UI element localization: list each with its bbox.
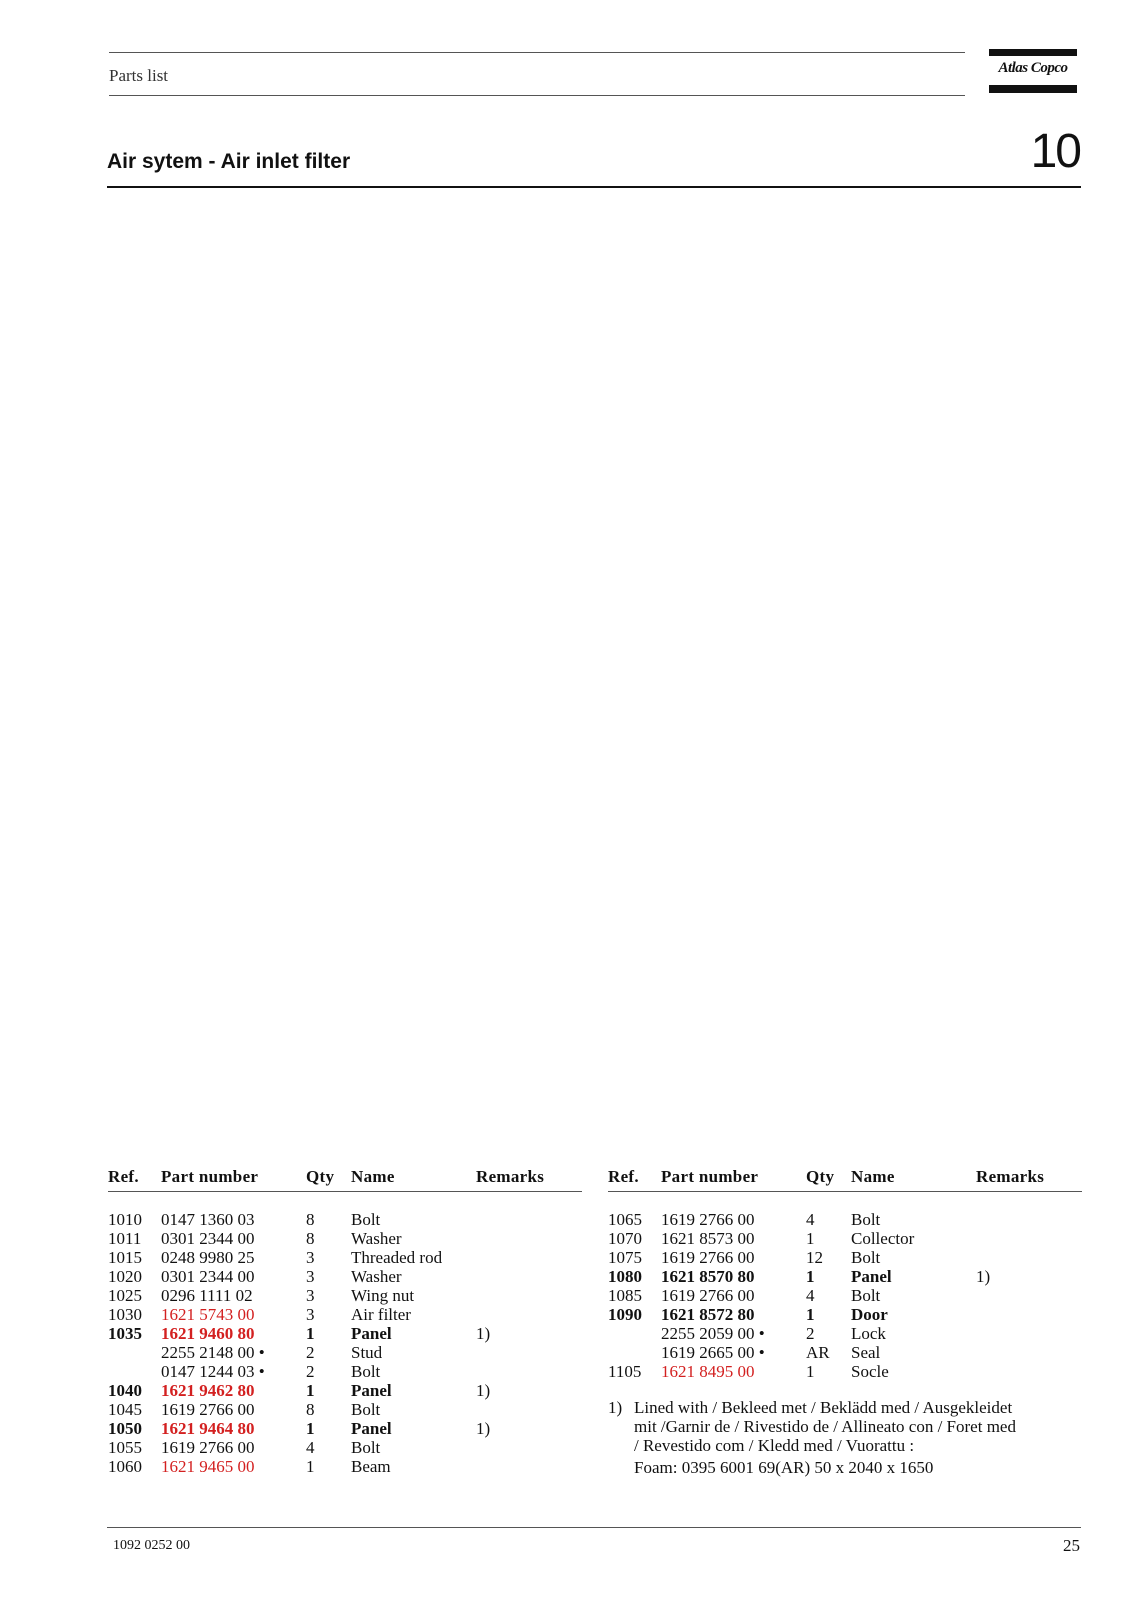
table-row bbox=[608, 1192, 1082, 1230]
parts-table-right-body bbox=[608, 1192, 1082, 1382]
cell-name: Bolt bbox=[851, 1286, 881, 1305]
atlas-copco-logo bbox=[989, 49, 1077, 94]
cell-name: Wing nut bbox=[351, 1286, 415, 1305]
page-title: Air sytem - Air inlet filter bbox=[107, 150, 351, 173]
cell-qty: 2 bbox=[306, 1362, 315, 1381]
table-row bbox=[108, 1248, 582, 1267]
table-row bbox=[108, 1438, 582, 1457]
cell-name: Stud bbox=[351, 1343, 383, 1362]
cell-name: Bolt bbox=[851, 1248, 881, 1267]
cell-qty: 8 bbox=[306, 1229, 315, 1248]
cell-ref: 1010 bbox=[108, 1210, 142, 1229]
cell-ref: 1030 bbox=[108, 1305, 142, 1324]
cell-name: Bolt bbox=[851, 1210, 881, 1229]
table-row bbox=[608, 1229, 1082, 1248]
cell-remarks bbox=[476, 1286, 582, 1305]
cell-qty: 1 bbox=[306, 1457, 315, 1476]
footnote-line-4: Foam: 0395 6001 69(AR) 50 x 2040 x 1650 bbox=[634, 1458, 934, 1477]
cell-part-number: 0301 2344 00 bbox=[161, 1267, 255, 1286]
cell-ref: 1065 bbox=[608, 1210, 642, 1229]
col-ref-header: Ref. bbox=[108, 1167, 161, 1192]
cell-remarks bbox=[476, 1400, 582, 1419]
col-qty-header: Qty bbox=[306, 1167, 351, 1192]
cell-ref: 1020 bbox=[108, 1267, 142, 1286]
cell-remarks bbox=[976, 1324, 1082, 1343]
table-row bbox=[608, 1248, 1082, 1267]
col-qty-header: Qty bbox=[806, 1167, 851, 1192]
table-row bbox=[608, 1362, 1082, 1381]
cell-name: Panel bbox=[351, 1381, 392, 1400]
cell-ref: 1070 bbox=[608, 1229, 642, 1248]
table-row bbox=[108, 1192, 582, 1230]
cell-ref: 1105 bbox=[608, 1362, 642, 1381]
parts-table-right bbox=[608, 1167, 1082, 1381]
col-remarks-header: Remarks bbox=[976, 1167, 1082, 1192]
cell-name: Bolt bbox=[351, 1400, 381, 1419]
cell-remarks bbox=[476, 1305, 582, 1324]
cell-remarks bbox=[976, 1343, 1082, 1362]
document-number: 1092 0252 00 bbox=[113, 1538, 190, 1553]
cell-qty: 3 bbox=[306, 1286, 315, 1305]
logo-bottom-bar bbox=[989, 85, 1077, 93]
cell-name: Panel bbox=[851, 1267, 892, 1286]
title-rule bbox=[107, 186, 1081, 188]
cell-name: Bolt bbox=[351, 1210, 381, 1229]
cell-remarks bbox=[976, 1286, 1082, 1305]
cell-part-number: 1621 5743 00 bbox=[161, 1305, 255, 1324]
table-header-row bbox=[108, 1167, 582, 1192]
cell-ref: 1080 bbox=[608, 1267, 642, 1286]
cell-part-number: 2255 2059 00 • bbox=[661, 1324, 765, 1343]
cell-remarks: 1) bbox=[476, 1324, 491, 1343]
table-row bbox=[108, 1267, 582, 1286]
table-row bbox=[108, 1457, 582, 1476]
cell-part-number: 1621 8570 80 bbox=[661, 1267, 755, 1286]
cell-part-number: 1621 9460 80 bbox=[161, 1324, 255, 1343]
table-row bbox=[108, 1286, 582, 1305]
table-row bbox=[608, 1324, 1082, 1343]
cell-name: Socle bbox=[851, 1362, 889, 1381]
table-row bbox=[108, 1229, 582, 1248]
cell-remarks bbox=[976, 1248, 1082, 1267]
cell-name: Bolt bbox=[351, 1438, 381, 1457]
cell-part-number: 1619 2766 00 bbox=[661, 1248, 755, 1267]
table-row bbox=[108, 1305, 582, 1324]
col-ref-header: Ref. bbox=[608, 1167, 661, 1192]
col-part-number-header: Part number bbox=[661, 1167, 806, 1192]
cell-remarks bbox=[976, 1192, 1082, 1230]
cell-ref: 1025 bbox=[108, 1286, 142, 1305]
cell-name: Seal bbox=[851, 1343, 881, 1362]
table-row bbox=[108, 1400, 582, 1419]
cell-remarks: 1) bbox=[476, 1419, 491, 1438]
col-remarks-header: Remarks bbox=[476, 1167, 582, 1192]
cell-qty: 1 bbox=[806, 1305, 815, 1324]
cell-ref: 1035 bbox=[108, 1324, 142, 1343]
cell-qty: 1 bbox=[306, 1419, 315, 1438]
cell-qty: AR bbox=[806, 1343, 830, 1362]
cell-name: Collector bbox=[851, 1229, 915, 1248]
table-row bbox=[608, 1305, 1082, 1324]
parts-table-left-body bbox=[108, 1192, 582, 1477]
header-bottom-rule bbox=[109, 95, 965, 96]
cell-remarks bbox=[976, 1305, 1082, 1324]
col-name-header: Name bbox=[851, 1167, 976, 1192]
cell-remarks bbox=[476, 1343, 582, 1362]
cell-qty: 3 bbox=[306, 1305, 315, 1324]
table-row bbox=[608, 1267, 1082, 1286]
cell-qty: 8 bbox=[306, 1400, 315, 1419]
cell-name: Bolt bbox=[351, 1362, 381, 1381]
cell-name: Panel bbox=[351, 1419, 392, 1438]
cell-ref bbox=[608, 1324, 661, 1343]
header-label: Parts list bbox=[109, 66, 169, 85]
cell-remarks bbox=[476, 1362, 582, 1381]
cell-name: Door bbox=[851, 1305, 888, 1324]
cell-part-number: 1621 8572 80 bbox=[661, 1305, 755, 1324]
cell-part-number: 1619 2766 00 bbox=[161, 1438, 255, 1457]
cell-part-number: 1621 8495 00 bbox=[661, 1362, 755, 1381]
footnote-line-3: / Revestido com / Kledd med / Vuorattu : bbox=[634, 1436, 915, 1455]
footnote-marker: 1) bbox=[608, 1398, 623, 1417]
cell-ref: 1090 bbox=[608, 1305, 642, 1324]
cell-remarks bbox=[476, 1267, 582, 1286]
cell-name: Washer bbox=[351, 1229, 402, 1248]
table-row bbox=[608, 1343, 1082, 1362]
cell-qty: 8 bbox=[306, 1210, 315, 1229]
cell-remarks bbox=[476, 1229, 582, 1248]
logo-top-bar bbox=[989, 49, 1077, 56]
cell-ref bbox=[108, 1362, 161, 1381]
cell-qty: 1 bbox=[806, 1362, 815, 1381]
header-top-rule bbox=[109, 52, 965, 53]
cell-qty: 12 bbox=[806, 1248, 823, 1267]
cell-qty: 4 bbox=[306, 1438, 315, 1457]
table-row bbox=[108, 1324, 582, 1343]
cell-remarks: 1) bbox=[476, 1381, 491, 1400]
cell-remarks bbox=[976, 1362, 1082, 1381]
table-header-row bbox=[608, 1167, 1082, 1192]
cell-part-number: 1621 9465 00 bbox=[161, 1457, 255, 1476]
table-row bbox=[108, 1362, 582, 1381]
footnote-line-1: Lined with / Bekleed met / Beklädd med / Ausgekleidet bbox=[634, 1398, 1013, 1417]
cell-part-number: 0301 2344 00 bbox=[161, 1229, 255, 1248]
cell-part-number: 1621 8573 00 bbox=[661, 1229, 755, 1248]
cell-remarks bbox=[476, 1457, 582, 1476]
cell-remarks: 1) bbox=[976, 1267, 991, 1286]
cell-qty: 2 bbox=[306, 1343, 315, 1362]
cell-ref: 1085 bbox=[608, 1286, 642, 1305]
cell-ref: 1015 bbox=[108, 1248, 142, 1267]
cell-part-number: 1619 2665 00 • bbox=[661, 1343, 765, 1362]
chapter-number: 10 bbox=[1030, 125, 1080, 178]
logo-text: Atlas Copco bbox=[998, 60, 1068, 76]
cell-name: Panel bbox=[351, 1324, 392, 1343]
cell-ref: 1060 bbox=[108, 1457, 142, 1476]
cell-qty: 1 bbox=[806, 1267, 815, 1286]
table-row bbox=[108, 1381, 582, 1400]
cell-ref bbox=[608, 1343, 661, 1362]
table-row bbox=[608, 1286, 1082, 1305]
col-name-header: Name bbox=[351, 1167, 476, 1192]
cell-part-number: 1619 2766 00 bbox=[661, 1286, 755, 1305]
cell-remarks bbox=[476, 1248, 582, 1267]
table-row bbox=[108, 1419, 582, 1438]
cell-part-number: 2255 2148 00 • bbox=[161, 1343, 265, 1362]
cell-qty: 2 bbox=[806, 1324, 815, 1343]
cell-part-number: 1619 2766 00 bbox=[161, 1400, 255, 1419]
parts-table-left bbox=[108, 1167, 582, 1476]
cell-ref: 1045 bbox=[108, 1400, 142, 1419]
cell-qty: 1 bbox=[306, 1381, 315, 1400]
cell-part-number: 1621 9462 80 bbox=[161, 1381, 255, 1400]
cell-qty: 4 bbox=[806, 1210, 815, 1229]
cell-ref: 1011 bbox=[108, 1229, 142, 1248]
cell-part-number: 0147 1244 03 • bbox=[161, 1362, 265, 1381]
page-number: 25 bbox=[1063, 1536, 1080, 1555]
footnote-line-2: mit /Garnir de / Rivestido de / Allineato con / Foret med bbox=[634, 1417, 1016, 1436]
col-part-number-header: Part number bbox=[161, 1167, 306, 1192]
cell-part-number: 1621 9464 80 bbox=[161, 1419, 255, 1438]
cell-remarks bbox=[976, 1229, 1082, 1248]
cell-qty: 3 bbox=[306, 1267, 315, 1286]
cell-name: Washer bbox=[351, 1267, 402, 1286]
cell-part-number: 1619 2766 00 bbox=[661, 1210, 755, 1229]
cell-part-number: 0147 1360 03 bbox=[161, 1210, 255, 1229]
footer-rule bbox=[107, 1527, 1081, 1528]
cell-name: Beam bbox=[351, 1457, 391, 1476]
cell-ref: 1055 bbox=[108, 1438, 142, 1457]
cell-qty: 1 bbox=[306, 1324, 315, 1343]
cell-ref: 1050 bbox=[108, 1419, 142, 1438]
cell-remarks bbox=[476, 1438, 582, 1457]
cell-part-number: 0296 1111 02 bbox=[161, 1286, 253, 1305]
cell-name: Lock bbox=[851, 1324, 886, 1343]
cell-name: Air filter bbox=[351, 1305, 411, 1324]
cell-qty: 3 bbox=[306, 1248, 315, 1267]
cell-remarks bbox=[476, 1192, 582, 1230]
cell-qty: 4 bbox=[806, 1286, 815, 1305]
cell-ref bbox=[108, 1343, 161, 1362]
cell-ref: 1075 bbox=[608, 1248, 642, 1267]
cell-qty: 1 bbox=[806, 1229, 815, 1248]
cell-name: Threaded rod bbox=[351, 1248, 443, 1267]
table-row bbox=[108, 1343, 582, 1362]
cell-ref: 1040 bbox=[108, 1381, 142, 1400]
cell-part-number: 0248 9980 25 bbox=[161, 1248, 255, 1267]
